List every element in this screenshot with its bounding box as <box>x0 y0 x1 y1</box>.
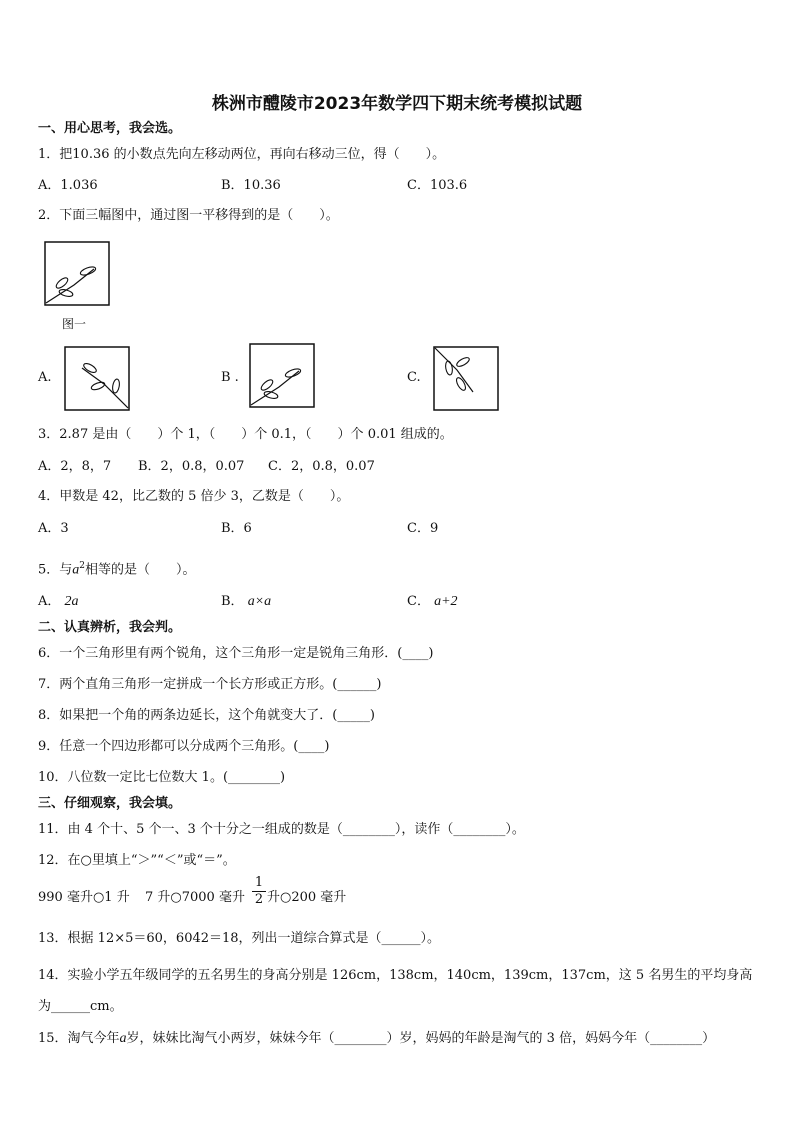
question-8: 8．如果把一个角的两条边延长，这个角就变大了．(_____) <box>38 708 375 723</box>
question-10: 10．八位数一定比七位数大 1。(________) <box>38 770 286 785</box>
section-heading-1: 一、用心思考，我会选。 <box>38 121 182 136</box>
q15-suffix: 岁，妹妹比淘气小两岁，妹妹今年（________）岁，妈妈的年龄是淘气的 3 倍，妈妈今年（________） <box>126 1031 716 1046</box>
question-3: 3．2.87 是由（ ）个 1，（ ）个 0.1，（ ）个 0.01 组成的。 <box>38 427 453 442</box>
q15-prefix: 15．淘气今年 <box>38 1031 120 1046</box>
section-heading-2: 二、认真辨析，我会判。 <box>38 620 182 635</box>
q5-suffix: 相等的是（ ）。 <box>85 562 196 578</box>
q4-option-c: C．9 <box>407 521 439 536</box>
question-5 <box>38 558 196 578</box>
option-c-leaf-image <box>433 346 501 412</box>
page-title: 株洲市醴陵市2023年数学四下期末统考模拟试题 <box>211 94 583 114</box>
q5-option-b-label: B． <box>221 594 244 609</box>
figure-1-leaf-image <box>44 241 112 307</box>
q1-option-a: A．1.036 <box>38 178 98 193</box>
q12-expression-1: 990 毫升○1 升 <box>38 890 130 905</box>
figure-1-label: 图一 <box>62 317 87 331</box>
question-15 <box>38 1031 715 1047</box>
q5-option-c <box>407 594 458 610</box>
q2-option-a: A. <box>38 370 52 385</box>
q5-option-a-math: 2a <box>64 594 79 609</box>
question-1: 1．把10.36 的小数点先向左移动两位，再向右移动三位，得（ ）。 <box>38 147 446 162</box>
q5-variable: a <box>72 562 80 578</box>
q5-option-b-math: a×a <box>247 594 272 609</box>
q5-option-b <box>221 594 271 610</box>
q5-option-c-label: C． <box>407 594 430 609</box>
q5-option-a <box>38 594 79 610</box>
question-14-line-1: 14．实验小学五年级同学的五名男生的身高分别是 126cm，138cm，140cm，139cm，137cm，这 5 名男生的平均身高 <box>38 968 753 983</box>
question-14-line-2: 为______cm。 <box>38 999 123 1014</box>
fraction-numerator: 1 <box>254 875 264 890</box>
q3-option-a: A．2，8，7 <box>38 459 112 474</box>
q5-option-a-label: A． <box>38 594 61 609</box>
question-11: 11．由 4 个十、5 个一、3 个十分之一组成的数是（________），读作（________）。 <box>38 822 525 837</box>
q3-option-b: B．2，0.8，0.07 <box>138 459 245 474</box>
q3-option-c: C．2，0.8，0.07 <box>268 459 375 474</box>
q5-exponent: 2 <box>79 561 86 571</box>
q12-expression-2: 7 升○7000 毫升 <box>145 890 245 905</box>
q2-option-b: B . <box>221 370 239 385</box>
q15-variable: a <box>119 1031 127 1046</box>
question-2: 2．下面三幅图中，通过图一平移得到的是（ ）。 <box>38 208 339 223</box>
question-6: 6．一个三角形里有两个锐角，这个三角形一定是锐角三角形．(____) <box>38 646 434 661</box>
q1-option-c: C．103.6 <box>407 178 468 193</box>
q4-option-b: B．6 <box>221 521 252 536</box>
section-heading-3: 三、仔细观察，我会填。 <box>38 796 182 811</box>
option-b-leaf-image <box>249 343 317 409</box>
question-12: 12．在○里填上“＞”“＜”或“＝”。 <box>38 853 236 868</box>
q5-option-c-math: a+2 <box>434 594 458 609</box>
fraction-denominator: 2 <box>254 892 264 907</box>
q1-option-b: B．10.36 <box>221 178 281 193</box>
q12-fraction <box>252 876 266 907</box>
question-13: 13．根据 12×5＝60，6042＝18，列出一道综合算式是（______）。 <box>38 931 441 946</box>
option-a-leaf-image <box>64 346 132 412</box>
q2-option-c: C. <box>407 370 421 385</box>
question-4: 4．甲数是 42，比乙数的 5 倍少 3，乙数是（ ）。 <box>38 489 350 504</box>
q12-expression-3: 升○200 毫升 <box>267 890 347 905</box>
question-7: 7．两个直角三角形一定拼成一个长方形或正方形。(______) <box>38 677 382 692</box>
question-9: 9．任意一个四边形都可以分成两个三角形。(____) <box>38 739 330 754</box>
q5-prefix: 5．与 <box>38 562 73 578</box>
q4-option-a: A．3 <box>38 521 69 536</box>
